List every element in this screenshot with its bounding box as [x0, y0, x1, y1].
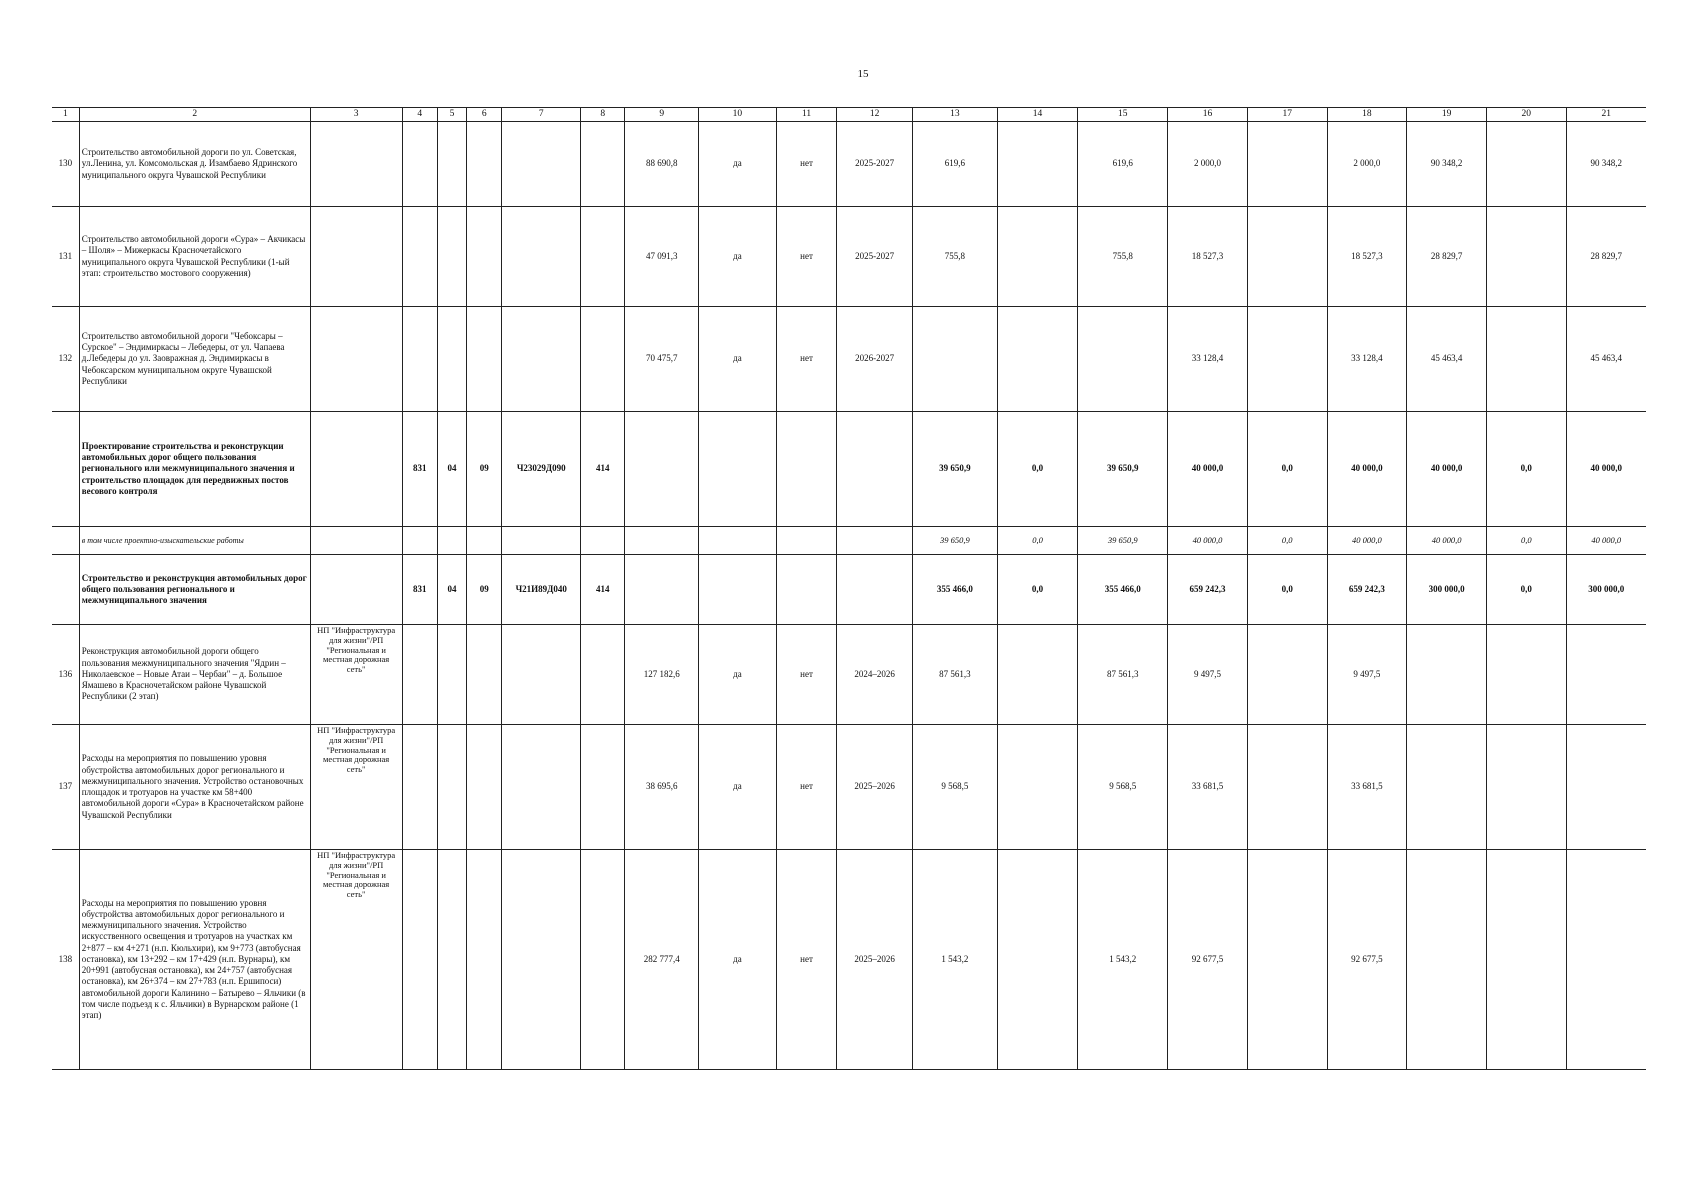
table-cell [776, 555, 837, 625]
table-cell: 2025–2026 [837, 725, 913, 850]
table-cell: 659 242,3 [1168, 555, 1248, 625]
table-cell: 831 [402, 412, 437, 527]
table-cell [997, 207, 1078, 307]
table-cell: 0,0 [1486, 555, 1566, 625]
table-cell [1486, 207, 1566, 307]
table-cell [997, 307, 1078, 412]
table-cell [776, 412, 837, 527]
table-cell: 0,0 [997, 527, 1078, 555]
table-cell [625, 412, 699, 527]
column-number: 7 [502, 108, 581, 122]
table-cell [310, 555, 402, 625]
table-cell: 33 128,4 [1168, 307, 1248, 412]
column-number: 5 [437, 108, 466, 122]
table-cell: 40 000,0 [1566, 527, 1646, 555]
table-cell: 39 650,9 [1078, 527, 1168, 555]
table-cell [1486, 725, 1566, 850]
table-cell [837, 412, 913, 527]
table-cell [467, 207, 502, 307]
table-cell: Ч21И89Д040 [502, 555, 581, 625]
table-cell: 619,6 [1078, 122, 1168, 207]
table-row [52, 307, 1646, 412]
column-number: 17 [1247, 108, 1327, 122]
table-cell: 0,0 [1247, 555, 1327, 625]
table-cell: 39 650,9 [912, 527, 997, 555]
page-number: 15 [857, 68, 869, 80]
row-number-cell [52, 412, 79, 527]
table-row [52, 625, 1646, 725]
table-cell: 619,6 [912, 122, 997, 207]
table-cell [502, 527, 581, 555]
table-cell [581, 850, 625, 1070]
column-number: 1 [52, 108, 79, 122]
table-cell [502, 725, 581, 850]
table-cell [581, 307, 625, 412]
column-number: 6 [467, 108, 502, 122]
table-cell [581, 207, 625, 307]
table-cell: 2024–2026 [837, 625, 913, 725]
table-cell [1247, 307, 1327, 412]
table-cell: 33 128,4 [1327, 307, 1407, 412]
table-cell: 2025-2027 [837, 122, 913, 207]
table-row [52, 527, 1646, 555]
table-cell [402, 122, 437, 207]
table-cell: 40 000,0 [1168, 412, 1248, 527]
table-cell: 1 543,2 [1078, 850, 1168, 1070]
table-cell: 127 182,6 [625, 625, 699, 725]
table-cell: 40 000,0 [1168, 527, 1248, 555]
table-cell: НП "Инфраструктура для жизни"/РП "Региональная и местная дорожная сеть" [310, 725, 402, 850]
column-number: 19 [1407, 108, 1487, 122]
table-cell: 2025–2026 [837, 850, 913, 1070]
table-cell [402, 850, 437, 1070]
table-cell: 40 000,0 [1566, 412, 1646, 527]
table-cell [1247, 625, 1327, 725]
table-cell: 70 475,7 [625, 307, 699, 412]
table-cell: 2 000,0 [1327, 122, 1407, 207]
table-cell: 40 000,0 [1327, 412, 1407, 527]
item-name-cell: в том числе проектно-изыскательские работы [79, 527, 310, 555]
table-cell [837, 555, 913, 625]
table-cell: 414 [581, 555, 625, 625]
table-cell: нет [776, 307, 837, 412]
table-row [52, 412, 1646, 527]
table-cell: 45 463,4 [1407, 307, 1487, 412]
table-cell: 659 242,3 [1327, 555, 1407, 625]
table-row [52, 555, 1646, 625]
table-cell: 09 [467, 412, 502, 527]
column-number: 11 [776, 108, 837, 122]
table-cell: да [699, 207, 777, 307]
column-number: 8 [581, 108, 625, 122]
table-cell [997, 850, 1078, 1070]
row-number-cell: 132 [52, 307, 79, 412]
table-cell: нет [776, 207, 837, 307]
table-cell [437, 122, 466, 207]
table-cell [310, 412, 402, 527]
row-number-cell [52, 527, 79, 555]
table-cell [581, 122, 625, 207]
table-cell: 0,0 [1247, 412, 1327, 527]
table-cell: 355 466,0 [912, 555, 997, 625]
table-cell: да [699, 307, 777, 412]
table-cell: 2 000,0 [1168, 122, 1248, 207]
column-number: 16 [1168, 108, 1248, 122]
table-row [52, 122, 1646, 207]
column-number: 10 [699, 108, 777, 122]
table-cell [502, 850, 581, 1070]
table-cell: 40 000,0 [1327, 527, 1407, 555]
table-cell [310, 307, 402, 412]
table-cell: 0,0 [1486, 412, 1566, 527]
table-cell: 9 568,5 [912, 725, 997, 850]
table-cell: 28 829,7 [1566, 207, 1646, 307]
table-cell: 33 681,5 [1168, 725, 1248, 850]
table-cell [467, 527, 502, 555]
table-cell [467, 307, 502, 412]
table-cell [1566, 725, 1646, 850]
table-cell: 45 463,4 [1566, 307, 1646, 412]
table-cell: нет [776, 122, 837, 207]
table-cell: 282 777,4 [625, 850, 699, 1070]
column-number-row [52, 108, 1646, 122]
column-number: 3 [310, 108, 402, 122]
table-cell: 414 [581, 412, 625, 527]
row-number-cell: 130 [52, 122, 79, 207]
row-number-cell: 137 [52, 725, 79, 850]
table-cell: 0,0 [1247, 527, 1327, 555]
column-number: 15 [1078, 108, 1168, 122]
table-cell [1486, 307, 1566, 412]
table-cell [997, 122, 1078, 207]
table-cell [467, 850, 502, 1070]
table-cell: 0,0 [997, 555, 1078, 625]
item-name-cell: Реконструкция автомобильной дороги общего пользования межмуниципального значения "Ядрин – Николаевское – Новые Атаи – Чербаи" – д. Большое Ямашево в Красночетайском районе Чувашской Республики (2 этап) [79, 625, 310, 725]
table-cell [699, 527, 777, 555]
table-cell: 09 [467, 555, 502, 625]
table-cell: 355 466,0 [1078, 555, 1168, 625]
table-cell [1566, 625, 1646, 725]
table-cell [502, 307, 581, 412]
table-cell [437, 207, 466, 307]
table-cell [581, 527, 625, 555]
table-cell: 92 677,5 [1327, 850, 1407, 1070]
table-cell [1078, 307, 1168, 412]
column-number: 14 [997, 108, 1078, 122]
table-cell: 40 000,0 [1407, 412, 1487, 527]
table-cell: 04 [437, 412, 466, 527]
table-cell [310, 207, 402, 307]
item-name-cell: Строительство автомобильной дороги «Сура» – Акчикасы – Шоля» – Мижеркасы Красночетайского муниципального округа Чувашской Республики (1-ый этап: строительство мостового сооружения) [79, 207, 310, 307]
table-cell: 755,8 [912, 207, 997, 307]
table-cell [1247, 207, 1327, 307]
table-cell [467, 725, 502, 850]
table-cell [467, 625, 502, 725]
table-cell: 88 690,8 [625, 122, 699, 207]
table-cell: да [699, 122, 777, 207]
table-cell [837, 527, 913, 555]
budget-table [52, 107, 1646, 1070]
table-cell: 38 695,6 [625, 725, 699, 850]
table-cell: 0,0 [1486, 527, 1566, 555]
table-cell [1486, 122, 1566, 207]
table-cell [699, 555, 777, 625]
table-cell: 28 829,7 [1407, 207, 1487, 307]
table-cell: НП "Инфраструктура для жизни"/РП "Региональная и местная дорожная сеть" [310, 850, 402, 1070]
table-cell: 2025-2027 [837, 207, 913, 307]
table-cell: нет [776, 625, 837, 725]
table-cell: 755,8 [1078, 207, 1168, 307]
table-row [52, 850, 1646, 1070]
item-name-cell: Строительство и реконструкция автомобильных дорог общего пользования регионального и межмуниципального значения [79, 555, 310, 625]
table-cell: 47 091,3 [625, 207, 699, 307]
table-cell: 300 000,0 [1566, 555, 1646, 625]
table-cell: да [699, 625, 777, 725]
table-cell: 40 000,0 [1407, 527, 1487, 555]
table-cell [402, 307, 437, 412]
table-cell [1486, 625, 1566, 725]
table-cell: нет [776, 850, 837, 1070]
table-cell: да [699, 725, 777, 850]
table-cell [437, 527, 466, 555]
table-cell: НП "Инфраструктура для жизни"/РП "Региональная и местная дорожная сеть" [310, 625, 402, 725]
item-name-cell: Строительство автомобильной дороги по ул. Советская, ул.Ленина, ул. Комсомольская д. Изамбаево Ядринского муниципального округа Чувашской Республики [79, 122, 310, 207]
table-cell [467, 122, 502, 207]
table-cell: 04 [437, 555, 466, 625]
table-cell [402, 725, 437, 850]
table-cell: 831 [402, 555, 437, 625]
table-row [52, 725, 1646, 850]
table-cell [502, 122, 581, 207]
table-cell [502, 625, 581, 725]
column-number: 13 [912, 108, 997, 122]
row-number-cell: 138 [52, 850, 79, 1070]
column-number: 21 [1566, 108, 1646, 122]
item-name-cell: Проектирование строительства и реконструкции автомобильных дорог общего пользования регионального или межмуниципального значения и строительство площадок для передвижных постов весового контроля [79, 412, 310, 527]
table-row [52, 207, 1646, 307]
table-cell [699, 412, 777, 527]
table-cell [1486, 850, 1566, 1070]
table-cell: 33 681,5 [1327, 725, 1407, 850]
row-number-cell: 136 [52, 625, 79, 725]
column-number: 18 [1327, 108, 1407, 122]
row-number-cell: 131 [52, 207, 79, 307]
table-cell [310, 527, 402, 555]
table-cell [437, 625, 466, 725]
row-number-cell [52, 555, 79, 625]
item-name-cell: Расходы на мероприятия по повышению уровня обустройства автомобильных дорог регионального и межмуниципального значения. Устройство остановочных площадок и тротуаров на участке км 58+400 автомобильной дороги «Сура» в Красночетайском районе Чувашской Республики [79, 725, 310, 850]
column-number: 20 [1486, 108, 1566, 122]
table-cell [402, 527, 437, 555]
table-cell [1407, 625, 1487, 725]
table-cell: 90 348,2 [1566, 122, 1646, 207]
table-cell [310, 122, 402, 207]
table-cell: 1 543,2 [912, 850, 997, 1070]
table-cell [437, 725, 466, 850]
column-number: 4 [402, 108, 437, 122]
table-cell: 2026-2027 [837, 307, 913, 412]
table-cell: нет [776, 725, 837, 850]
table-cell: 18 527,3 [1168, 207, 1248, 307]
table-cell: 0,0 [997, 412, 1078, 527]
table-cell [912, 307, 997, 412]
table-cell [437, 307, 466, 412]
table-cell [402, 625, 437, 725]
table-cell: да [699, 850, 777, 1070]
table-cell [581, 725, 625, 850]
column-number: 12 [837, 108, 913, 122]
table-cell [502, 207, 581, 307]
table-cell [997, 725, 1078, 850]
table-cell: 39 650,9 [912, 412, 997, 527]
table-cell: Ч23029Д090 [502, 412, 581, 527]
table-cell: 87 561,3 [1078, 625, 1168, 725]
table-cell: 90 348,2 [1407, 122, 1487, 207]
table-cell [437, 850, 466, 1070]
table-cell [581, 625, 625, 725]
table-cell [1247, 725, 1327, 850]
item-name-cell: Строительство автомобильной дороги "Чебоксары – Сурское" – Эндимиркасы – Лебедеры, от ул. Чапаева д.Лебедеры до ул. Заовражная д. Эндимиркасы в Чебоксарском муниципальном округе Чувашской Республики [79, 307, 310, 412]
table-cell: 9 568,5 [1078, 725, 1168, 850]
table-cell [1247, 850, 1327, 1070]
table-cell [625, 527, 699, 555]
item-name-cell: Расходы на мероприятия по повышению уровня обустройства автомобильных дорог регионального и межмуниципального значения. Устройство искусственного освещения и тротуаров на участках км 2+877 – км 4+271 (н.п. Кюльхири), км 9+773 (автобусная остановка), км 13+292 – км 17+429 (н.п. Вурнары), км 20+991 (автобусная остановка), км 24+757 (автобусная остановка), км 26+374 – км 27+783 (н.п. Ершипоси) автомобильной дороги Калинино – Батырево – Яльчики (в том числе подъезд к с. Яльчики) в Вурнарском районе (1 этап) [79, 850, 310, 1070]
table-cell: 92 677,5 [1168, 850, 1248, 1070]
table-cell: 39 650,9 [1078, 412, 1168, 527]
table-cell [402, 207, 437, 307]
table-cell: 9 497,5 [1327, 625, 1407, 725]
column-number: 2 [79, 108, 310, 122]
table-cell: 87 561,3 [912, 625, 997, 725]
table-cell [997, 625, 1078, 725]
table-cell [1566, 850, 1646, 1070]
table-cell: 9 497,5 [1168, 625, 1248, 725]
table-cell: 300 000,0 [1407, 555, 1487, 625]
table-cell [776, 527, 837, 555]
table-cell [625, 555, 699, 625]
column-number: 9 [625, 108, 699, 122]
table-cell [1407, 850, 1487, 1070]
table-cell [1407, 725, 1487, 850]
table-cell [1247, 122, 1327, 207]
table-cell: 18 527,3 [1327, 207, 1407, 307]
